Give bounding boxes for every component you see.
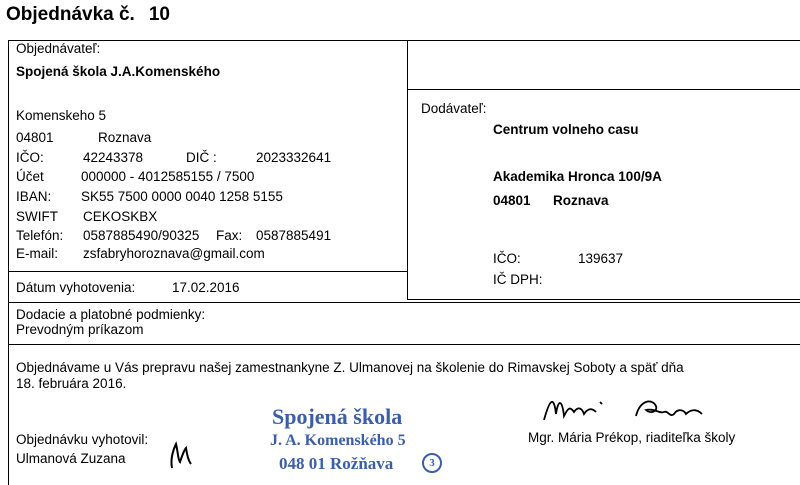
stamp-line2: J. A. Komenského 5 (270, 432, 406, 449)
supplier-ico: 139637 (578, 251, 624, 266)
supplier-ico-label: IČO: (493, 251, 521, 266)
buyer-phone: 0587885490/90325 (83, 228, 200, 243)
supplier-top-border (407, 89, 800, 90)
order-number: 10 (148, 4, 170, 25)
buyer-label: Objednávateľ: (16, 41, 101, 56)
buyer-phone-label: Telefón: (16, 228, 64, 243)
buyer-dic-label: DIČ : (186, 150, 217, 165)
buyer-dic: 2023332641 (256, 150, 332, 165)
frame-left (8, 40, 9, 485)
issued-name: Ulmanová Zuzana (16, 451, 126, 466)
frame-top (8, 40, 800, 41)
buyer-street: Komenskeho 5 (16, 108, 107, 123)
stamp-mark-number: 3 (429, 457, 435, 469)
supplier-city: Roznava (553, 193, 609, 208)
buyer-ico-label: IČO: (16, 150, 44, 165)
buyer-city: Roznava (98, 130, 152, 145)
buyer-fax-label: Fax: (216, 228, 243, 243)
buyer-fax: 0587885491 (256, 228, 332, 243)
buyer-swift-label: SWIFT (16, 209, 58, 224)
buyer-email-label: E-mail: (16, 246, 59, 261)
supplier-bottom-border (407, 299, 800, 300)
order-text-line1: Objednávame u Vás prepravu našej zamestnankyne Z. Ulmanovej na školenie do Rimavskej Soboty a späť dňa (16, 360, 684, 375)
initials-signature (166, 438, 196, 474)
supplier-zip: 04801 (493, 193, 531, 208)
buyer-swift: CEKOSKBX (83, 209, 158, 224)
stamp-line3: 048 01 Rožňava (279, 454, 394, 473)
date-value: 17.02.2016 (172, 280, 240, 295)
buyer-iban: SK55 7500 0000 0040 1258 5155 (81, 189, 283, 204)
date-bottom-border (8, 302, 800, 303)
terms-value: Prevodným príkazom (16, 322, 144, 337)
buyer-name: Spojená škola J.A.Komenského (16, 64, 221, 79)
supplier-left-border (407, 89, 408, 300)
terms-label: Dodacie a platobné podmienky: (16, 307, 206, 322)
stamp-line1: Spojená škola (272, 404, 403, 429)
buyer-email: zsfabryhoroznava@gmail.com (83, 246, 265, 261)
stamp-mark (422, 453, 442, 473)
buyer-account-label: Účet (16, 169, 44, 184)
supplier-icdph-label: IČ DPH: (493, 272, 543, 287)
date-label: Dátum vyhotovenia: (16, 280, 136, 295)
buyer-iban-label: IBAN: (16, 189, 52, 204)
date-top-border (8, 271, 407, 272)
buyer-account: 000000 - 4012585155 / 7500 (81, 169, 255, 184)
director-signature (540, 392, 720, 428)
buyer-right-border (407, 40, 408, 89)
director-name: Mgr. Mária Prékop, riaditeľka školy (528, 430, 736, 445)
buyer-zip: 04801 (16, 130, 54, 145)
supplier-label: Dodávateľ: (421, 101, 487, 116)
supplier-name: Centrum volneho casu (493, 122, 639, 137)
order-title (6, 4, 170, 26)
order-text-line2: 18. februára 2016. (16, 376, 127, 391)
terms-bottom-border (8, 344, 800, 345)
supplier-street: Akademika Hronca 100/9A (493, 169, 662, 184)
order-title-label: Objednávka č. (6, 4, 135, 25)
issued-label: Objednávku vyhotovil: (16, 432, 149, 447)
buyer-ico: 42243378 (83, 150, 144, 165)
